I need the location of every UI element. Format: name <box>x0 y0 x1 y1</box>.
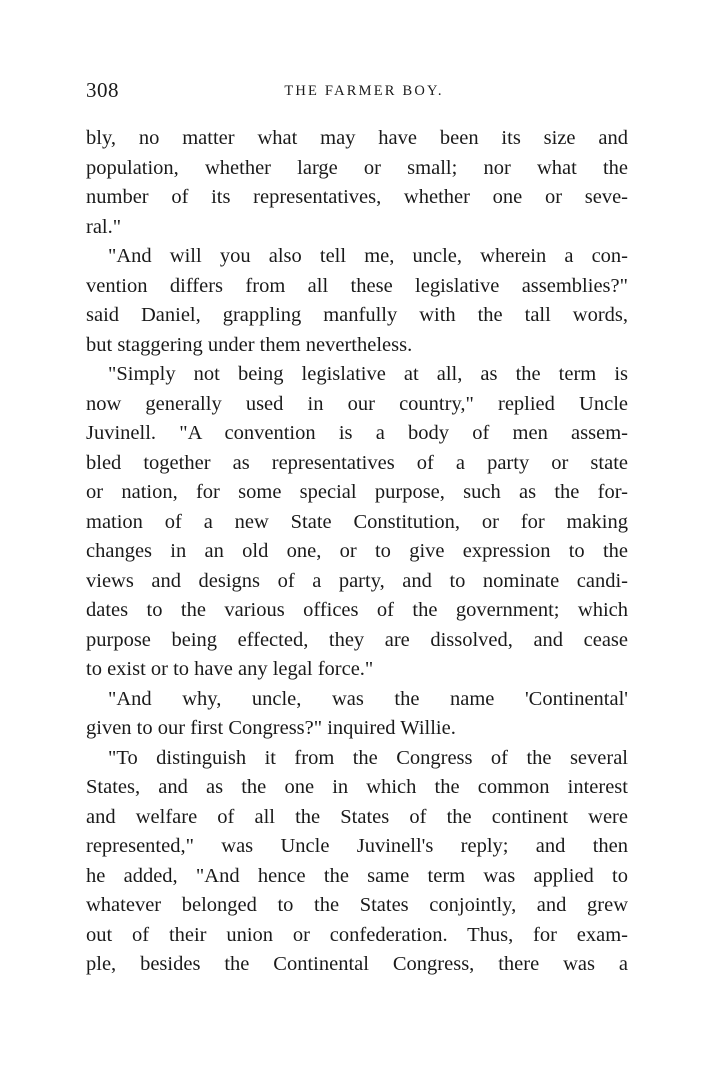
page-header <box>86 78 628 106</box>
text-line: he added, "And hence the same term was applied to <box>86 864 628 887</box>
text-line: represented," was Uncle Juvinell's reply; and then <box>86 835 628 857</box>
text-line: but staggering under them nevertheless. <box>86 333 413 356</box>
text-line: ple, besides the Continental Congress, there was a <box>86 953 628 975</box>
text-line: Juvinell. "A convention is a body of men assem- <box>86 422 628 444</box>
text-line: and welfare of all the States of the continent were <box>86 805 628 828</box>
text-line: changes in an old one, or to give expression to the <box>86 540 628 562</box>
running-title: THE FARMER BOY. <box>284 83 444 99</box>
text-line: bly, no matter what may have been its size and <box>86 127 628 149</box>
text-line: dates to the various offices of the government; which <box>86 599 628 621</box>
text-line: States, and as the one in which the common interest <box>86 776 628 798</box>
text-line: given to our first Congress?" inquired Willie. <box>86 717 456 739</box>
text-line: "To distinguish it from the Congress of the several <box>108 746 628 769</box>
page-number: 308 <box>86 78 119 102</box>
text-line: out of their union or confederation. Thus, for exam- <box>86 923 628 946</box>
text-line: purpose being effected, they are dissolved, and cease <box>86 628 628 651</box>
text-line: now generally used in our country," replied Uncle <box>86 392 628 415</box>
text-line: whatever belonged to the States conjointly, and grew <box>86 894 628 916</box>
text-line: "And why, uncle, was the name 'Continental' <box>108 687 628 710</box>
text-line: to exist or to have any legal force." <box>86 658 374 680</box>
body-text <box>86 124 628 980</box>
text-line: bled together as representatives of a party or state <box>86 451 628 474</box>
text-line: mation of a new State Constitution, or for making <box>86 510 628 533</box>
text-line: views and designs of a party, and to nominate candi- <box>86 569 628 592</box>
text-line: said Daniel, grappling manfully with the tall words, <box>86 304 628 326</box>
text-line: "And will you also tell me, uncle, wherein a con- <box>108 245 628 267</box>
text-line: or nation, for some special purpose, such as the for- <box>86 481 628 503</box>
text-line: number of its representatives, whether one or seve- <box>86 186 628 208</box>
text-line: vention differs from all these legislative assemblies?" <box>86 274 628 297</box>
text-line: population, whether large or small; nor what the <box>86 156 628 179</box>
text-line: ral." <box>86 215 122 238</box>
text-line: "Simply not being legislative at all, as the term is <box>108 363 628 385</box>
